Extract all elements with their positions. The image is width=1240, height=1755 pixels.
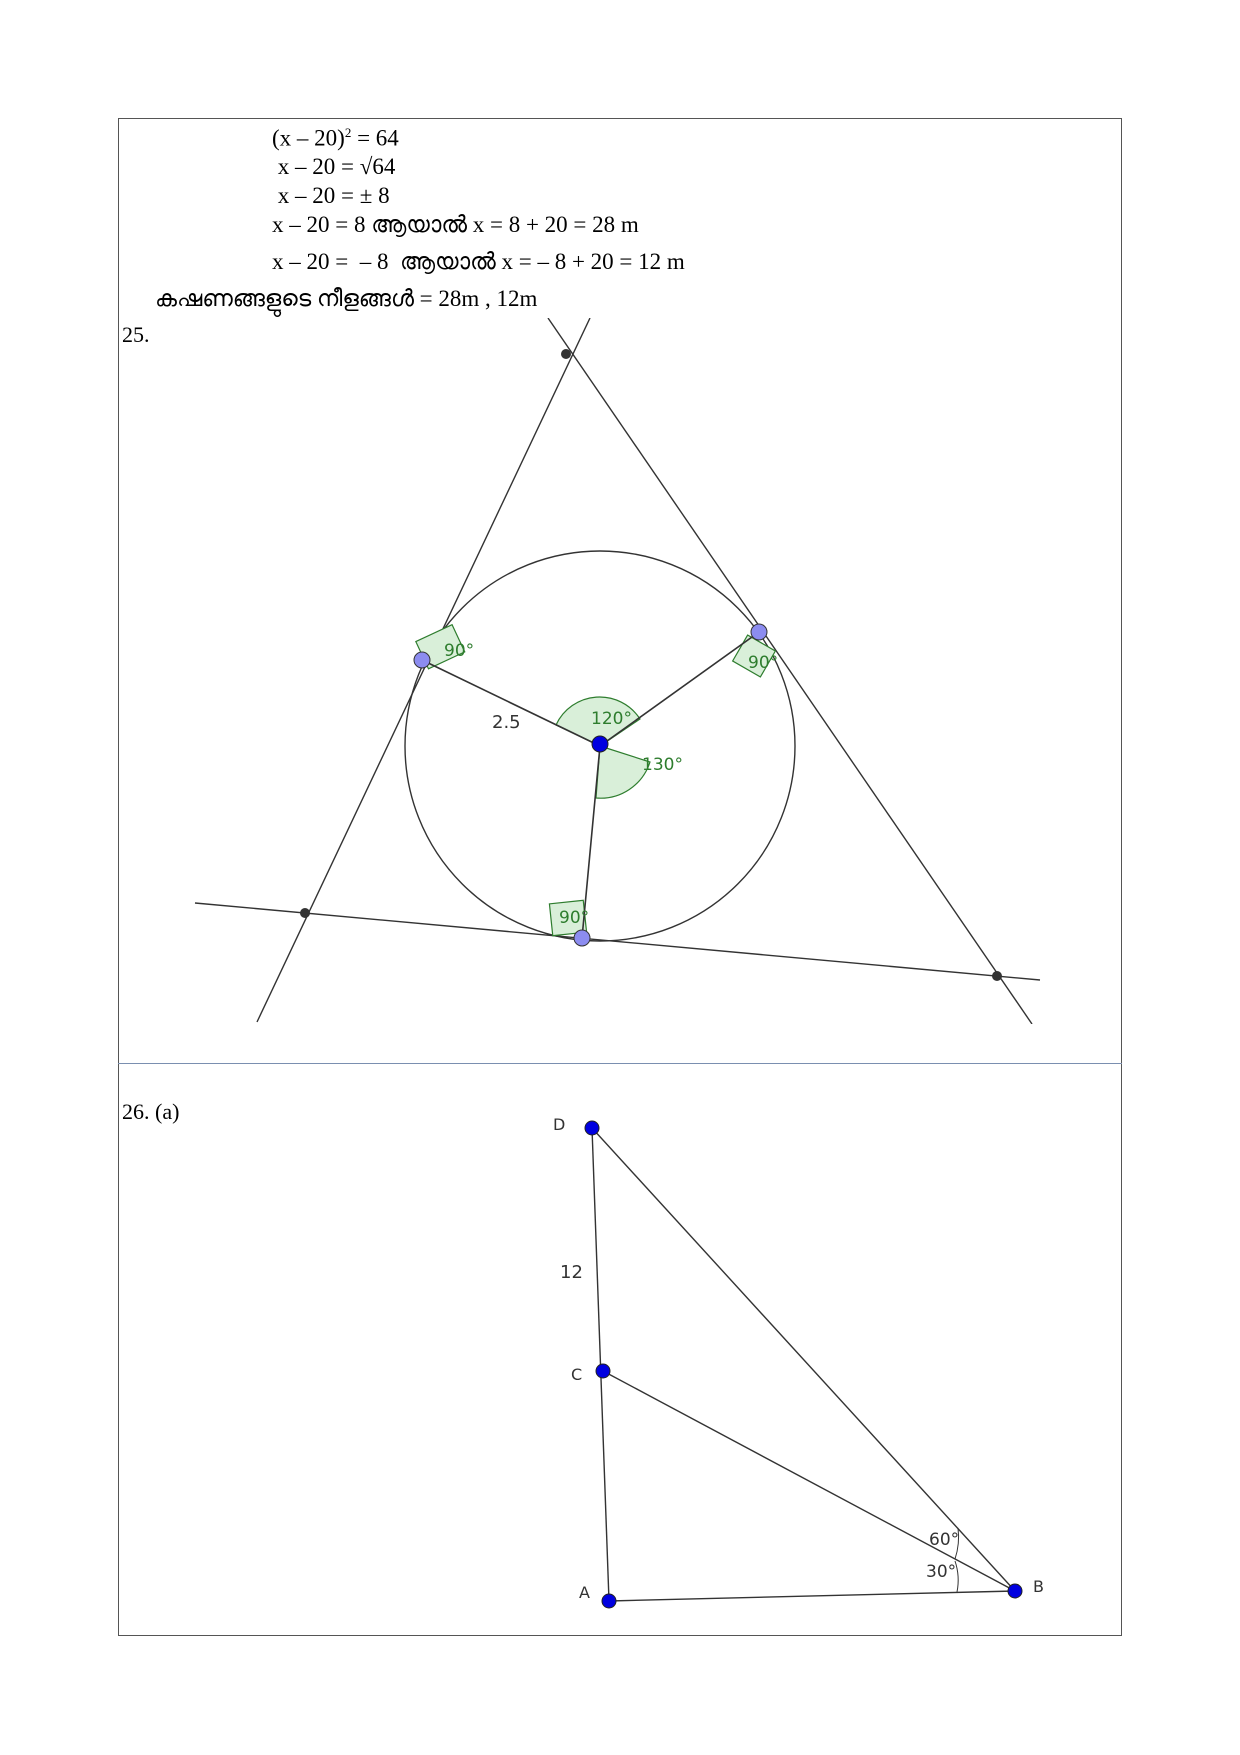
vertex-top [561,349,571,359]
label-C: C [571,1365,583,1384]
point-B [1008,1584,1022,1598]
equation-line-2: x – 20 = √64 [272,154,396,179]
point-C [596,1364,610,1378]
touch-point-right [751,624,767,640]
tangent-line-right [548,318,1032,1024]
question-25-number: 25. [122,322,150,347]
segment-AB [609,1591,1015,1601]
equation-line-3: x – 20 = ± 8 [272,183,390,208]
question-26-number: 26. (a) [122,1099,180,1124]
segment-DB [592,1128,1015,1591]
equation-line-5: x – 20 = – 8 ആയാൽ x = – 8 + 20 = 12 m [272,249,685,274]
angle-label-130: 130° [642,755,683,775]
segment-CB [603,1371,1015,1591]
result-line: കഷണങ്ങളുടെ നീളങ്ങൾ = 28m , 12m [155,286,538,311]
point-D [585,1121,599,1135]
touch-point-bottom [574,930,590,946]
angle-label-left: 90° [444,641,475,661]
angle-label-120: 120° [591,709,632,729]
vertex-left [300,908,310,918]
point-A [602,1594,616,1608]
label-A: A [579,1583,590,1602]
angle-label-bottom: 90° [559,908,590,928]
touch-point-left [414,652,430,668]
side-DC-label: 12 [560,1262,583,1283]
label-B: B [1033,1577,1044,1596]
equation-line-4: x – 20 = 8 ആയാൽ x = 8 + 20 = 28 m [272,212,639,237]
angle-label-30: 30° [926,1562,957,1582]
vertex-right [992,971,1002,981]
equation-line-1: (x – 20)$^2$ = 64 [272,125,399,151]
incenter [592,736,608,752]
angle-label-right: 90° [748,653,779,673]
radius-label: 2.5 [492,712,521,733]
label-D: D [553,1115,566,1134]
tangent-line-bottom [195,903,1040,980]
radius-left [422,660,600,746]
angle-label-60: 60° [929,1530,960,1550]
